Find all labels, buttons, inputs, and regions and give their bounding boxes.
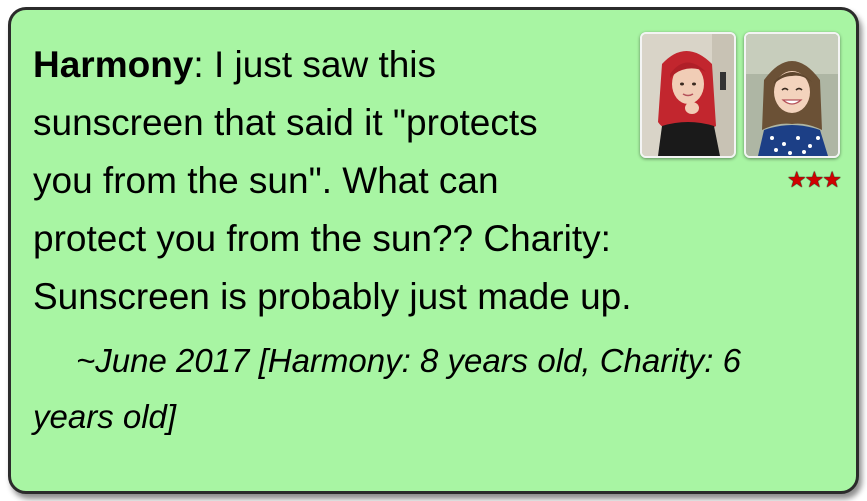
photo-harmony-image	[642, 34, 734, 156]
attribution	[33, 333, 833, 445]
photo-charity	[744, 32, 840, 158]
photo-charity-image	[746, 34, 838, 156]
quote-line-3: you from the sun". What can	[33, 160, 499, 201]
rating-stars: ★★★	[786, 168, 840, 193]
attribution-line-1: ~June 2017 [Harmony: 8 years old, Charity: 6	[76, 342, 741, 379]
attribution-line-2: years old]	[33, 398, 177, 435]
photos	[640, 32, 840, 158]
speaker-name-harmony: Harmony	[33, 44, 194, 85]
quote-line-1-text: : I just saw this	[193, 44, 437, 85]
quote-line-4: protect you from the sun?? Charity:	[33, 218, 611, 259]
quote-line-5: Sunscreen is probably just made up.	[33, 276, 632, 317]
quote-text	[33, 36, 723, 326]
quote-line-1	[33, 36, 723, 94]
photo-harmony	[640, 32, 736, 158]
quote-line-2: sunscreen that said it "protects	[33, 102, 538, 143]
quote-card	[8, 7, 859, 494]
